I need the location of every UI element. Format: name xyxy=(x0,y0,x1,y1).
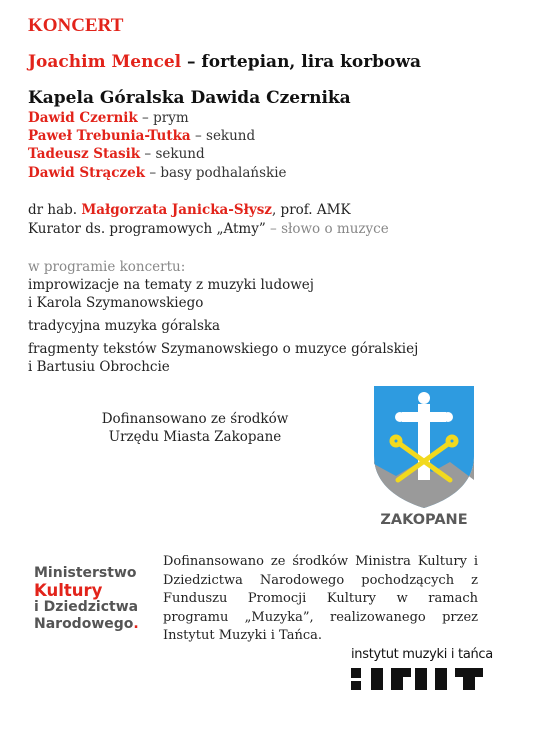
funding-line: Dofinansowano ze środków xyxy=(101,411,289,427)
imit-logo-mark xyxy=(351,668,483,690)
concert-title: KONCERT xyxy=(28,15,124,36)
performer-line xyxy=(28,52,421,72)
ministry-logo-line: Narodowego xyxy=(34,616,134,632)
program-item: i Bartusiu Obrochcie xyxy=(28,359,170,375)
program-item: tradycyjna muzyka góralska xyxy=(28,318,221,334)
band-member xyxy=(28,165,287,181)
curator-topic: – słowo o muzyce xyxy=(265,221,389,237)
member-name: Dawid Strączek xyxy=(28,165,146,181)
ministry-logo-line: Ministerstwo xyxy=(34,565,137,581)
curator-suffix: , prof. AMK xyxy=(271,202,351,218)
member-role: – sekund xyxy=(140,146,205,162)
member-role: – basy podhalańskie xyxy=(145,165,287,181)
program-item: improwizacje na tematy z muzyki ludowej xyxy=(28,277,314,293)
program-item: fragmenty tekstów Szymanowskiego o muzyce góralskiej xyxy=(28,341,419,357)
ministry-logo-line: Kultury xyxy=(34,581,103,600)
curator-role-line xyxy=(28,221,389,237)
program-item: i Karola Szymanowskiego xyxy=(28,295,204,311)
band-member xyxy=(28,110,189,126)
zakopane-funding-note xyxy=(90,410,300,446)
ministry-funding-text: Dofinansowano ze środków Ministra Kultury i Dziedzictwa Narodowego pochodzących z Funduszu Promocji Kultury w ramach programu „Muzyka”, realizowanego przez Instytut Muzyki i Tańca. xyxy=(163,554,478,643)
zakopane-crest-logo xyxy=(372,384,476,526)
performer-name: Joachim Mencel xyxy=(28,52,182,72)
curator-line xyxy=(28,202,351,218)
program-heading: w programie koncertu: xyxy=(28,259,186,275)
crest-label: ZAKOPANE xyxy=(380,512,468,526)
curator-role: Kurator ds. programowych „Atmy” xyxy=(28,221,266,237)
curator-name: Małgorzata Janicka-Słysz xyxy=(81,202,272,218)
ministry-logo xyxy=(34,565,139,633)
ministry-logo-dot: . xyxy=(133,616,139,632)
member-name: Paweł Trebunia-Tutka xyxy=(28,128,191,144)
member-name: Tadeusz Stasik xyxy=(28,146,141,162)
band-member xyxy=(28,146,205,162)
member-role: – prym xyxy=(137,110,189,126)
member-role: – sekund xyxy=(190,128,256,144)
performer-role: – fortepian, lira korbowa xyxy=(181,52,422,72)
funding-line: Urzędu Miasta Zakopane xyxy=(108,429,282,445)
band-title: Kapela Góralska Dawida Czernika xyxy=(28,88,351,108)
imit-logo-label: instytut muzyki i tańca xyxy=(351,647,493,662)
band-member xyxy=(28,128,255,144)
member-name: Dawid Czernik xyxy=(28,110,138,126)
curator-prefix: dr hab. xyxy=(28,202,82,218)
ministry-logo-line: i Dziedzictwa xyxy=(34,599,139,615)
